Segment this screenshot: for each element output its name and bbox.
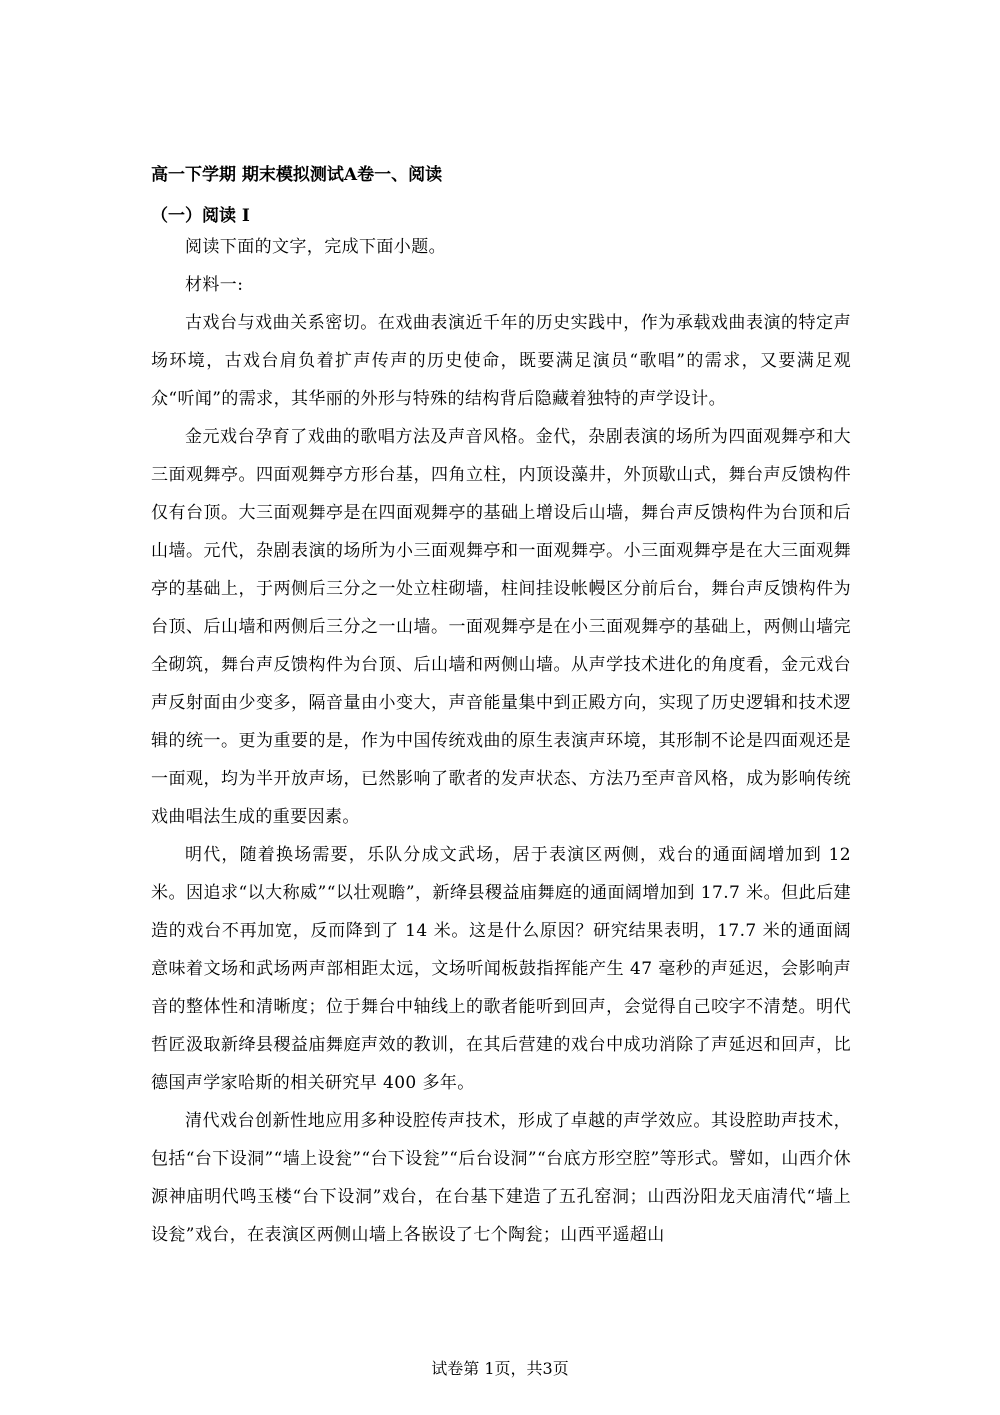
paragraph: 古戏台与戏曲关系密切。在戏曲表演近千年的历史实践中，作为承载戏曲表演的特定声场环境，古戏台肩负着扩声传声的历史使命，既要满足演员“歌唱”的需求，又要满足观众“听闻”的需求，其华丽的外形与特殊的结构背后隐藏着独特的声学设计。: [151, 313, 851, 409]
section-heading: （一）阅读 I: [151, 206, 250, 226]
paragraph: 明代，随着换场需要，乐队分成文武场，居于表演区两侧，戏台的通面阔增加到 12 米。因追求“以大称威”“以壮观瞻”，新绛县稷益庙舞庭的通面阔增加到 17.7 米。但此后建造的戏台不再加宽，反而降到了 14 米。这是什么原因？研究结果表明，17.7 米的通面阔意味着文场和武场两声部相距太远，文场听闻板鼓指挥能产生 47 毫秒的声延迟，会影响声音的整体性和清晰度；位于舞台中轴线上的歌者能听到回声，会觉得自己咬字不清楚。明代哲匠汲取新绛县稷益庙舞庭声效的教训，在其后营建的戏台中成功消除了声延迟和回声，比德国声学家哈斯的相关研究早 400 多年。: [151, 845, 851, 1093]
material-label: 材料一:: [185, 275, 244, 295]
passage-body: [151, 228, 851, 1254]
page-title: 高一下学期 期末模拟测试A卷一、阅读: [151, 165, 443, 185]
paragraph: 金元戏台孕育了戏曲的歌唱方法及声音风格。金代，杂剧表演的场所为四面观舞亭和大三面观舞亭。四面观舞亭方形台基，四角立柱，内顶设藻井，外顶歇山式，舞台声反馈构件仅有台顶。大三面观舞亭是在四面观舞亭的基础上增设后山墙，舞台声反馈构件为台顶和后山墙。元代，杂剧表演的场所为小三面观舞亭和一面观舞亭。小三面观舞亭是在大三面观舞亭的基础上，于两侧后三分之一处立柱砌墙，柱间挂设帐幔区分前后台，舞台声反馈构件为台顶、后山墙和两侧后三分之一山墙。一面观舞亭是在小三面观舞亭的基础上，两侧山墙完全砌筑，舞台声反馈构件为台顶、后山墙和两侧山墙。从声学技术进化的角度看，金元戏台声反射面由少变多，隔音量由小变大，声音能量集中到正殿方向，实现了历史逻辑和技术逻辑的统一。更为重要的是，作为中国传统戏曲的原生表演声环境，其形制不论是四面观还是一面观，均为半开放声场，已然影响了歌者的发声状态、方法乃至声音风格，成为影响传统戏曲唱法生成的重要因素。: [151, 427, 851, 827]
paragraph: 清代戏台创新性地应用多种设腔传声技术，形成了卓越的声学效应。其设腔助声技术，包括“台下设洞”“墙上设瓮”“台下设瓮”“后台设洞”“台底方形空腔”等形式。譬如，山西介休源神庙明代鸣玉楼“台下设洞”戏台，在台基下建造了五孔窑洞；山西汾阳龙天庙清代“墙上设瓮”戏台，在表演区两侧山墙上各嵌设了七个陶瓮；山西平遥超山: [151, 1111, 851, 1245]
instruction-text: 阅读下面的文字，完成下面小题。: [185, 237, 446, 257]
page-footer: 试卷第 1页，共3页: [431, 1359, 569, 1378]
